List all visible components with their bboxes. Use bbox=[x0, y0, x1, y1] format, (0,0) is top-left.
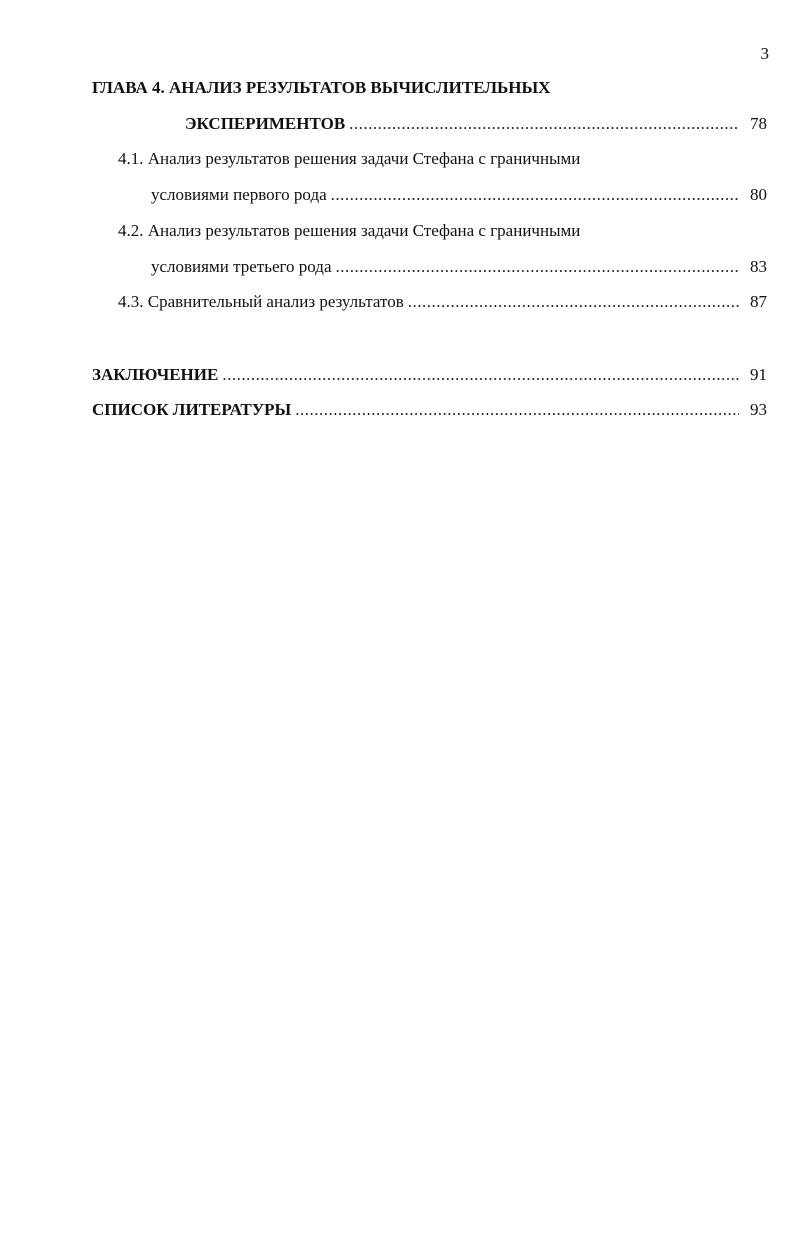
section-4-2-title-line2: условиями третьего рода bbox=[151, 257, 332, 276]
conclusion-title: ЗАКЛЮЧЕНИЕ bbox=[92, 365, 219, 384]
page-number: 3 bbox=[760, 44, 769, 63]
toc-entry-section-4-3[interactable] bbox=[118, 291, 767, 313]
toc-entry-chapter-4[interactable] bbox=[185, 113, 767, 135]
toc-entry-conclusion[interactable] bbox=[92, 364, 767, 386]
dot-leader bbox=[336, 256, 740, 278]
section-4-1-page: 80 bbox=[750, 185, 767, 204]
dot-leader bbox=[295, 399, 739, 421]
conclusion-page: 91 bbox=[750, 365, 767, 384]
section-4-3-page: 87 bbox=[750, 292, 767, 311]
section-4-1-title-line1: 4.1. Анализ результатов решения задачи Стефана с граничными bbox=[118, 149, 581, 168]
chapter-4-title-line1: ГЛАВА 4. АНАЛИЗ РЕЗУЛЬТАТОВ ВЫЧИСЛИТЕЛЬНЫХ bbox=[92, 78, 551, 97]
dot-leader bbox=[349, 113, 739, 135]
section-4-3-title: 4.3. Сравнительный анализ результатов bbox=[118, 292, 404, 311]
dot-leader bbox=[408, 291, 739, 313]
toc-entry-section-4-2[interactable] bbox=[151, 256, 767, 278]
toc-entry-section-4-1[interactable] bbox=[151, 184, 767, 206]
references-page: 93 bbox=[750, 400, 767, 419]
chapter-4-page: 78 bbox=[750, 114, 767, 133]
references-title: СПИСОК ЛИТЕРАТУРЫ bbox=[92, 400, 292, 419]
dot-leader bbox=[222, 364, 739, 386]
section-4-2-title-line1: 4.2. Анализ результатов решения задачи Стефана с граничными bbox=[118, 221, 581, 240]
dot-leader bbox=[331, 184, 739, 206]
toc-entry-references[interactable] bbox=[92, 399, 767, 421]
section-4-2-page: 83 bbox=[750, 257, 767, 276]
chapter-4-title-line2: ЭКСПЕРИМЕНТОВ bbox=[185, 114, 346, 133]
section-4-1-title-line2: условиями первого рода bbox=[151, 185, 327, 204]
